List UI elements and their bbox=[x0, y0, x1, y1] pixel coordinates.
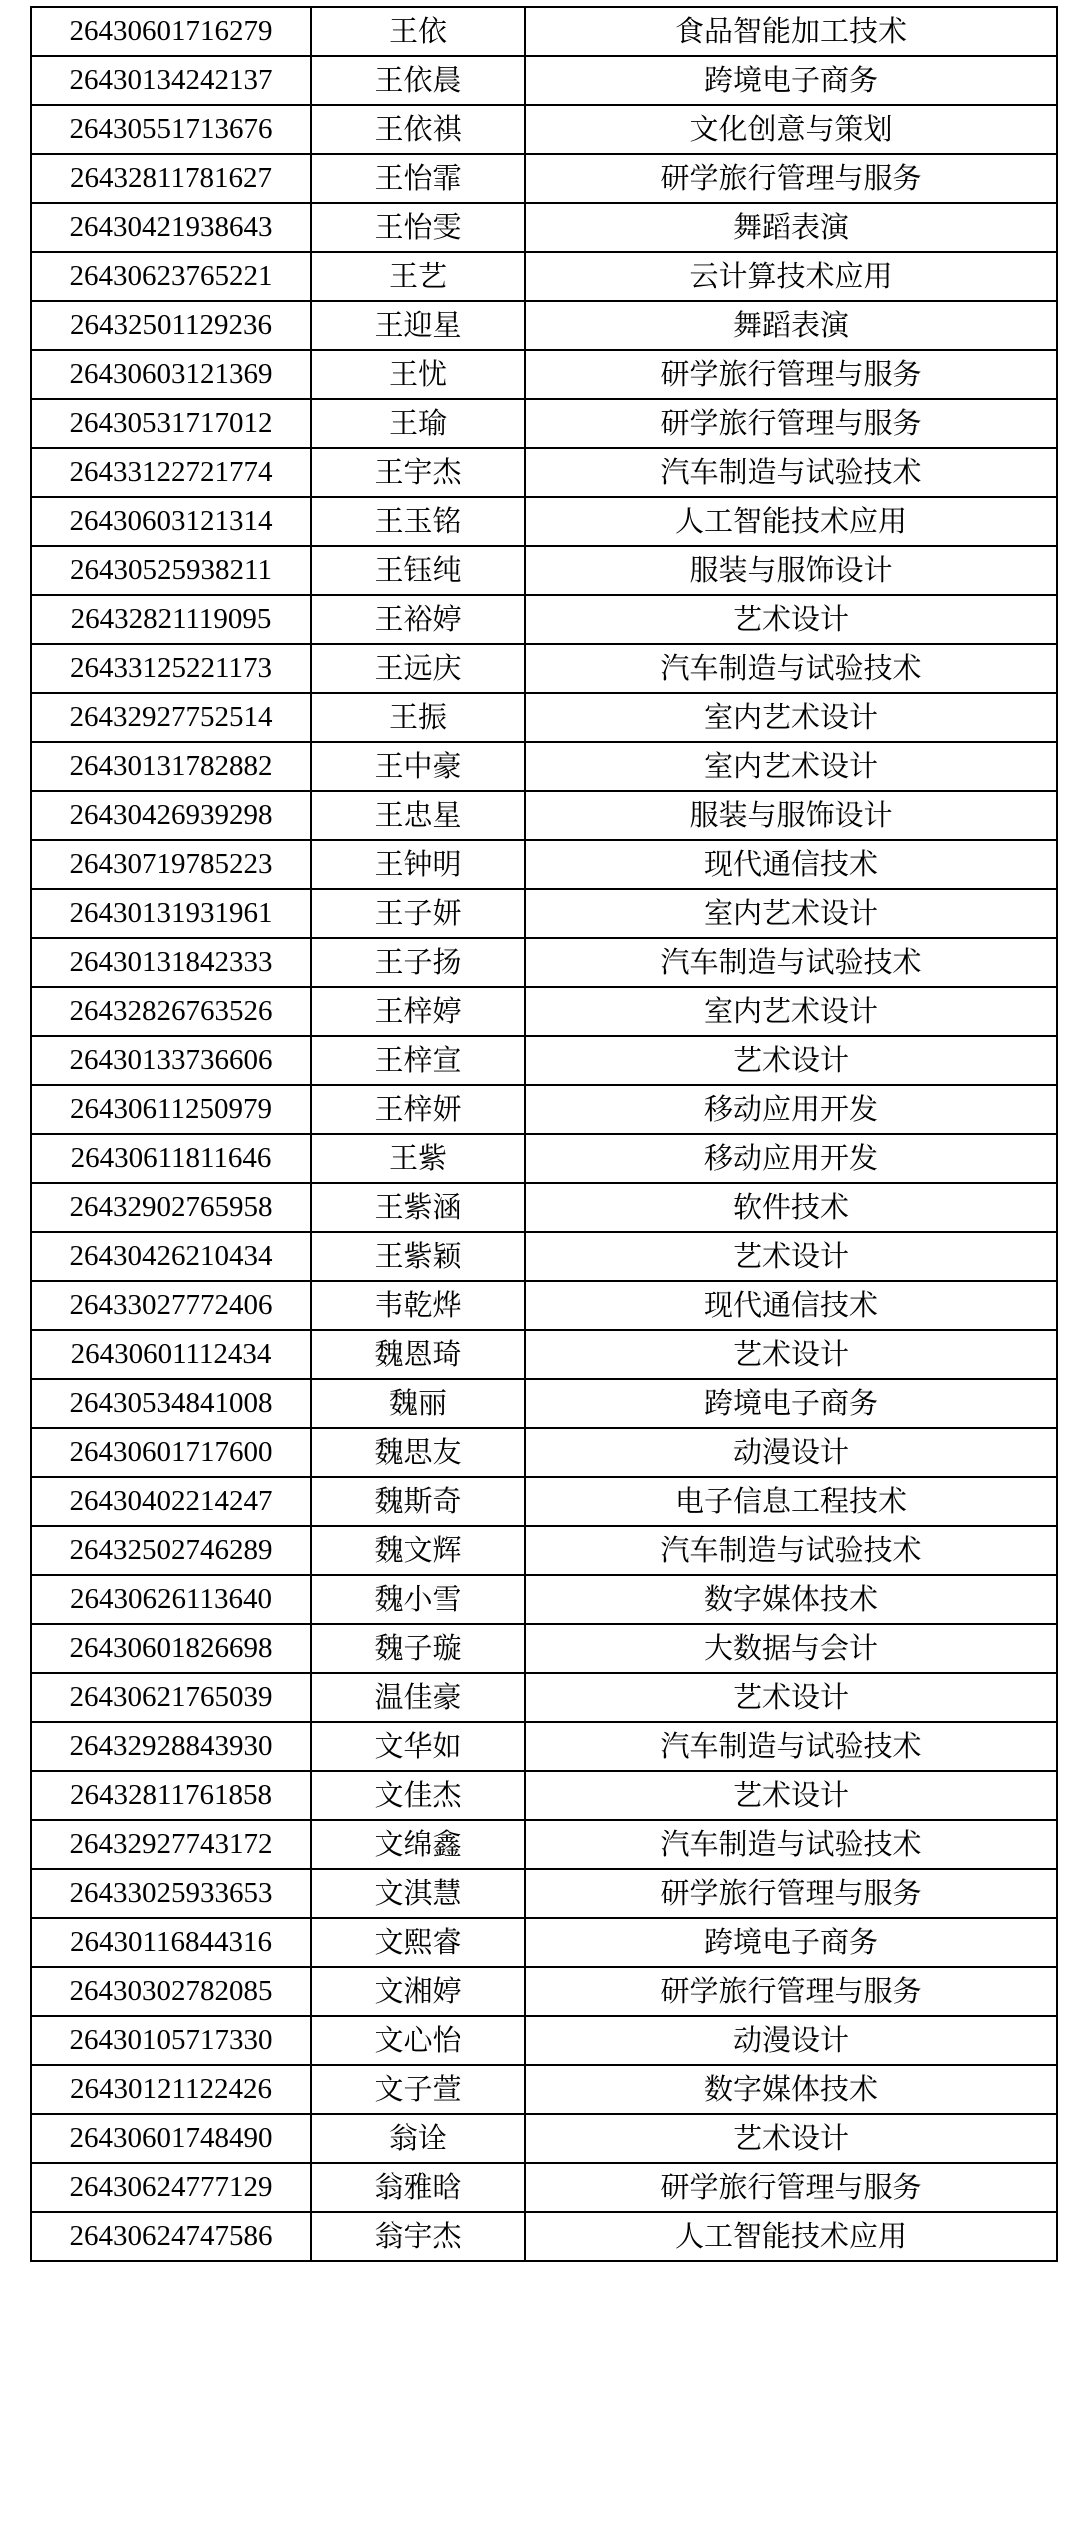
cell-candidate-id: 26432826763526 bbox=[31, 987, 311, 1036]
cell-major: 研学旅行管理与服务 bbox=[525, 2163, 1057, 2212]
cell-name: 王依 bbox=[311, 7, 525, 56]
cell-candidate-id: 26432811781627 bbox=[31, 154, 311, 203]
cell-name: 王裕婷 bbox=[311, 595, 525, 644]
cell-major: 文化创意与策划 bbox=[525, 105, 1057, 154]
table-row bbox=[31, 1722, 1057, 1771]
cell-candidate-id: 26432821119095 bbox=[31, 595, 311, 644]
cell-major: 移动应用开发 bbox=[525, 1085, 1057, 1134]
cell-name: 王紫颖 bbox=[311, 1232, 525, 1281]
table-row bbox=[31, 595, 1057, 644]
cell-candidate-id: 26430611811646 bbox=[31, 1134, 311, 1183]
cell-candidate-id: 26432501129236 bbox=[31, 301, 311, 350]
table-row bbox=[31, 1281, 1057, 1330]
roster-table-body bbox=[31, 7, 1057, 2261]
table-row bbox=[31, 7, 1057, 56]
table-row bbox=[31, 840, 1057, 889]
cell-major: 现代通信技术 bbox=[525, 840, 1057, 889]
cell-major: 人工智能技术应用 bbox=[525, 497, 1057, 546]
cell-major: 服装与服饰设计 bbox=[525, 791, 1057, 840]
cell-name: 王梓婷 bbox=[311, 987, 525, 1036]
cell-major: 动漫设计 bbox=[525, 2016, 1057, 2065]
cell-name: 翁诠 bbox=[311, 2114, 525, 2163]
cell-major: 现代通信技术 bbox=[525, 1281, 1057, 1330]
cell-major: 艺术设计 bbox=[525, 595, 1057, 644]
cell-major: 移动应用开发 bbox=[525, 1134, 1057, 1183]
cell-major: 室内艺术设计 bbox=[525, 889, 1057, 938]
cell-major: 动漫设计 bbox=[525, 1428, 1057, 1477]
cell-name: 王子扬 bbox=[311, 938, 525, 987]
table-row bbox=[31, 1379, 1057, 1428]
cell-candidate-id: 26432502746289 bbox=[31, 1526, 311, 1575]
cell-candidate-id: 26430302782085 bbox=[31, 1967, 311, 2016]
cell-major: 服装与服饰设计 bbox=[525, 546, 1057, 595]
cell-major: 跨境电子商务 bbox=[525, 1379, 1057, 1428]
cell-major: 研学旅行管理与服务 bbox=[525, 154, 1057, 203]
cell-name: 王瑜 bbox=[311, 399, 525, 448]
cell-name: 魏思友 bbox=[311, 1428, 525, 1477]
cell-major: 室内艺术设计 bbox=[525, 693, 1057, 742]
cell-name: 翁雅晗 bbox=[311, 2163, 525, 2212]
table-row bbox=[31, 497, 1057, 546]
table-row bbox=[31, 1526, 1057, 1575]
cell-candidate-id: 26430134242137 bbox=[31, 56, 311, 105]
cell-name: 王梓妍 bbox=[311, 1085, 525, 1134]
cell-name: 文心怡 bbox=[311, 2016, 525, 2065]
cell-name: 王艺 bbox=[311, 252, 525, 301]
cell-candidate-id: 26432928843930 bbox=[31, 1722, 311, 1771]
cell-name: 翁宇杰 bbox=[311, 2212, 525, 2261]
table-row bbox=[31, 1624, 1057, 1673]
cell-name: 温佳豪 bbox=[311, 1673, 525, 1722]
cell-major: 艺术设计 bbox=[525, 1036, 1057, 1085]
cell-candidate-id: 26430105717330 bbox=[31, 2016, 311, 2065]
table-row bbox=[31, 105, 1057, 154]
cell-major: 汽车制造与试验技术 bbox=[525, 448, 1057, 497]
cell-name: 文佳杰 bbox=[311, 1771, 525, 1820]
table-row bbox=[31, 2163, 1057, 2212]
cell-name: 文子萱 bbox=[311, 2065, 525, 2114]
cell-name: 王宇杰 bbox=[311, 448, 525, 497]
cell-candidate-id: 26432927743172 bbox=[31, 1820, 311, 1869]
cell-name: 王玉铭 bbox=[311, 497, 525, 546]
cell-candidate-id: 26430611250979 bbox=[31, 1085, 311, 1134]
cell-name: 王子妍 bbox=[311, 889, 525, 938]
cell-candidate-id: 26430623765221 bbox=[31, 252, 311, 301]
table-row bbox=[31, 1036, 1057, 1085]
cell-name: 王振 bbox=[311, 693, 525, 742]
cell-candidate-id: 26430603121369 bbox=[31, 350, 311, 399]
cell-candidate-id: 26430624777129 bbox=[31, 2163, 311, 2212]
table-row bbox=[31, 2212, 1057, 2261]
cell-major: 舞蹈表演 bbox=[525, 203, 1057, 252]
cell-major: 艺术设计 bbox=[525, 1673, 1057, 1722]
cell-candidate-id: 26430426939298 bbox=[31, 791, 311, 840]
cell-name: 王钰纯 bbox=[311, 546, 525, 595]
cell-name: 王依祺 bbox=[311, 105, 525, 154]
table-row bbox=[31, 350, 1057, 399]
table-row bbox=[31, 1575, 1057, 1624]
cell-candidate-id: 26430621765039 bbox=[31, 1673, 311, 1722]
table-row bbox=[31, 791, 1057, 840]
cell-major: 电子信息工程技术 bbox=[525, 1477, 1057, 1526]
cell-candidate-id: 26430116844316 bbox=[31, 1918, 311, 1967]
cell-major: 食品智能加工技术 bbox=[525, 7, 1057, 56]
cell-name: 文华如 bbox=[311, 1722, 525, 1771]
cell-candidate-id: 26430624747586 bbox=[31, 2212, 311, 2261]
cell-candidate-id: 26430534841008 bbox=[31, 1379, 311, 1428]
cell-name: 文淇慧 bbox=[311, 1869, 525, 1918]
cell-candidate-id: 26430551713676 bbox=[31, 105, 311, 154]
cell-major: 艺术设计 bbox=[525, 2114, 1057, 2163]
cell-candidate-id: 26430601717600 bbox=[31, 1428, 311, 1477]
cell-candidate-id: 26433125221173 bbox=[31, 644, 311, 693]
table-row bbox=[31, 1232, 1057, 1281]
cell-candidate-id: 26433122721774 bbox=[31, 448, 311, 497]
cell-name: 魏恩琦 bbox=[311, 1330, 525, 1379]
cell-name: 魏丽 bbox=[311, 1379, 525, 1428]
cell-candidate-id: 26433025933653 bbox=[31, 1869, 311, 1918]
table-row bbox=[31, 2065, 1057, 2114]
table-row bbox=[31, 546, 1057, 595]
candidate-roster-table bbox=[30, 6, 1058, 2262]
table-row bbox=[31, 1428, 1057, 1477]
cell-major: 研学旅行管理与服务 bbox=[525, 1869, 1057, 1918]
table-row bbox=[31, 399, 1057, 448]
cell-candidate-id: 26430601716279 bbox=[31, 7, 311, 56]
cell-candidate-id: 26430402214247 bbox=[31, 1477, 311, 1526]
table-row bbox=[31, 644, 1057, 693]
table-row bbox=[31, 203, 1057, 252]
cell-major: 汽车制造与试验技术 bbox=[525, 1722, 1057, 1771]
table-row bbox=[31, 742, 1057, 791]
table-row bbox=[31, 693, 1057, 742]
table-row bbox=[31, 2114, 1057, 2163]
cell-candidate-id: 26433027772406 bbox=[31, 1281, 311, 1330]
cell-major: 研学旅行管理与服务 bbox=[525, 399, 1057, 448]
table-row bbox=[31, 1183, 1057, 1232]
table-row bbox=[31, 938, 1057, 987]
cell-name: 王怡雯 bbox=[311, 203, 525, 252]
cell-name: 王紫涵 bbox=[311, 1183, 525, 1232]
cell-major: 跨境电子商务 bbox=[525, 56, 1057, 105]
table-row bbox=[31, 154, 1057, 203]
table-row bbox=[31, 448, 1057, 497]
cell-candidate-id: 26432811761858 bbox=[31, 1771, 311, 1820]
cell-name: 文绵鑫 bbox=[311, 1820, 525, 1869]
cell-candidate-id: 26430131842333 bbox=[31, 938, 311, 987]
cell-name: 魏小雪 bbox=[311, 1575, 525, 1624]
table-row bbox=[31, 56, 1057, 105]
cell-major: 研学旅行管理与服务 bbox=[525, 350, 1057, 399]
cell-name: 王钟明 bbox=[311, 840, 525, 889]
cell-major: 艺术设计 bbox=[525, 1330, 1057, 1379]
cell-candidate-id: 26430131782882 bbox=[31, 742, 311, 791]
cell-major: 跨境电子商务 bbox=[525, 1918, 1057, 1967]
cell-major: 汽车制造与试验技术 bbox=[525, 1820, 1057, 1869]
table-row bbox=[31, 2016, 1057, 2065]
cell-major: 室内艺术设计 bbox=[525, 742, 1057, 791]
table-row bbox=[31, 1918, 1057, 1967]
table-row bbox=[31, 1134, 1057, 1183]
cell-major: 舞蹈表演 bbox=[525, 301, 1057, 350]
table-row bbox=[31, 252, 1057, 301]
cell-candidate-id: 26430531717012 bbox=[31, 399, 311, 448]
cell-candidate-id: 26430131931961 bbox=[31, 889, 311, 938]
table-row bbox=[31, 1673, 1057, 1722]
cell-major: 汽车制造与试验技术 bbox=[525, 1526, 1057, 1575]
table-row bbox=[31, 1085, 1057, 1134]
cell-name: 王忠星 bbox=[311, 791, 525, 840]
cell-major: 数字媒体技术 bbox=[525, 2065, 1057, 2114]
cell-candidate-id: 26432902765958 bbox=[31, 1183, 311, 1232]
cell-major: 云计算技术应用 bbox=[525, 252, 1057, 301]
cell-candidate-id: 26430121122426 bbox=[31, 2065, 311, 2114]
cell-name: 王迎星 bbox=[311, 301, 525, 350]
cell-major: 大数据与会计 bbox=[525, 1624, 1057, 1673]
cell-candidate-id: 26430525938211 bbox=[31, 546, 311, 595]
cell-name: 文熙睿 bbox=[311, 1918, 525, 1967]
cell-name: 文湘婷 bbox=[311, 1967, 525, 2016]
cell-major: 数字媒体技术 bbox=[525, 1575, 1057, 1624]
table-row bbox=[31, 301, 1057, 350]
table-row bbox=[31, 1330, 1057, 1379]
cell-candidate-id: 26430601748490 bbox=[31, 2114, 311, 2163]
table-row bbox=[31, 1820, 1057, 1869]
table-row bbox=[31, 1477, 1057, 1526]
cell-candidate-id: 26430426210434 bbox=[31, 1232, 311, 1281]
cell-major: 人工智能技术应用 bbox=[525, 2212, 1057, 2261]
table-row bbox=[31, 1967, 1057, 2016]
cell-name: 魏子璇 bbox=[311, 1624, 525, 1673]
cell-candidate-id: 26430719785223 bbox=[31, 840, 311, 889]
cell-major: 汽车制造与试验技术 bbox=[525, 938, 1057, 987]
cell-name: 王梓宣 bbox=[311, 1036, 525, 1085]
cell-major: 艺术设计 bbox=[525, 1771, 1057, 1820]
cell-candidate-id: 26430133736606 bbox=[31, 1036, 311, 1085]
cell-major: 艺术设计 bbox=[525, 1232, 1057, 1281]
table-row bbox=[31, 889, 1057, 938]
cell-name: 韦乾烨 bbox=[311, 1281, 525, 1330]
cell-major: 研学旅行管理与服务 bbox=[525, 1967, 1057, 2016]
cell-name: 王忧 bbox=[311, 350, 525, 399]
cell-name: 王远庆 bbox=[311, 644, 525, 693]
cell-name: 魏文辉 bbox=[311, 1526, 525, 1575]
cell-name: 王紫 bbox=[311, 1134, 525, 1183]
cell-name: 王中豪 bbox=[311, 742, 525, 791]
cell-candidate-id: 26430601112434 bbox=[31, 1330, 311, 1379]
table-row bbox=[31, 1771, 1057, 1820]
table-row bbox=[31, 1869, 1057, 1918]
cell-candidate-id: 26430421938643 bbox=[31, 203, 311, 252]
cell-name: 王依晨 bbox=[311, 56, 525, 105]
cell-candidate-id: 26432927752514 bbox=[31, 693, 311, 742]
cell-major: 软件技术 bbox=[525, 1183, 1057, 1232]
cell-candidate-id: 26430601826698 bbox=[31, 1624, 311, 1673]
cell-candidate-id: 26430626113640 bbox=[31, 1575, 311, 1624]
cell-major: 室内艺术设计 bbox=[525, 987, 1057, 1036]
cell-name: 王怡霏 bbox=[311, 154, 525, 203]
cell-candidate-id: 26430603121314 bbox=[31, 497, 311, 546]
table-row bbox=[31, 987, 1057, 1036]
cell-name: 魏斯奇 bbox=[311, 1477, 525, 1526]
cell-major: 汽车制造与试验技术 bbox=[525, 644, 1057, 693]
